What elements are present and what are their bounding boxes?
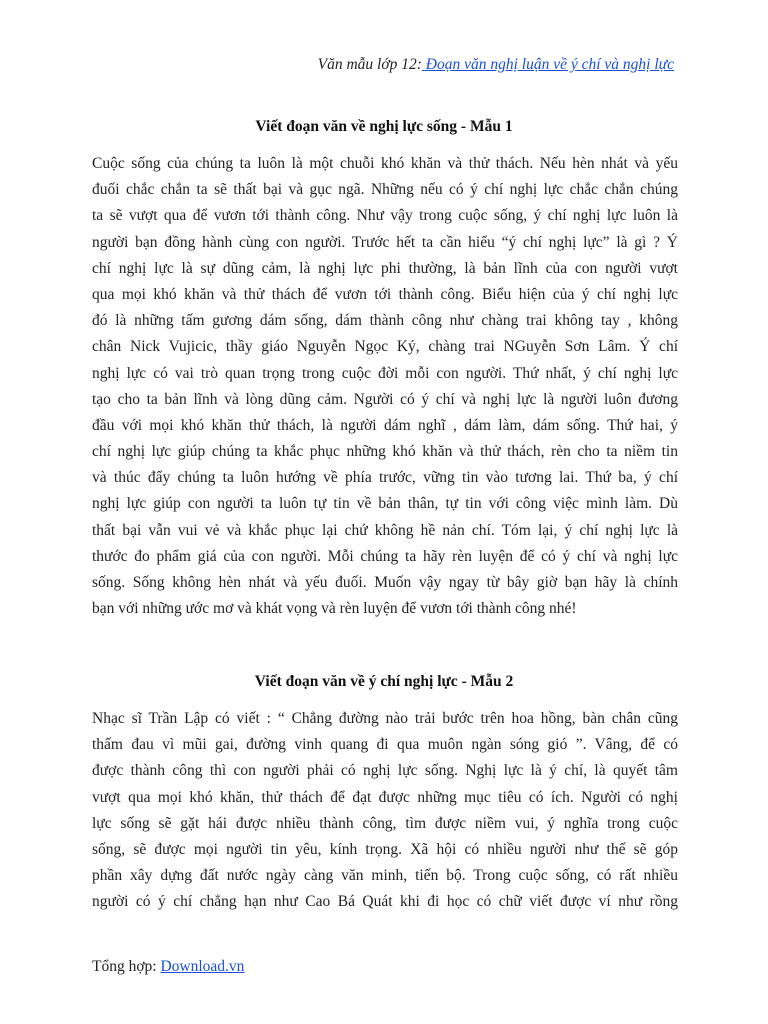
paragraph-line: đó là những tấm gương dám sống, dám thành công như chàng trai không tay , không xyxy=(92,312,678,330)
paragraph-line: bạn với những ước mơ và khát vọng và rèn luyện để vươn tới thành công nhé! xyxy=(92,600,577,618)
footer-link[interactable]: Download.vn xyxy=(160,958,245,975)
section2-title: Viết đoạn văn về ý chí nghị lực - Mẫu 2 xyxy=(254,673,514,690)
paragraph-line: người bạn đồng hành cùng con người. Trước hết ta cần hiểu “ý chí nghị lực” là gì ? Ý xyxy=(92,233,678,251)
paragraph-line: người có ý chí chẳng hạn như Cao Bá Quát khi đi học có chữ viết được ví như rồng xyxy=(92,893,678,911)
paragraph-line: thất bại vẫn vui vẻ và khắc phục lại chứ không hề nản chí. Tóm lại, ý chí nghị lực là xyxy=(92,521,678,539)
paragraph-line: thước đo phẩm giá của con người. Mỗi chúng ta hãy rèn luyện để có ý chí và nghị lực xyxy=(92,547,678,565)
paragraph-line: Nhạc sĩ Trần Lập có viết : “ Chẳng đường nào trải bước trên hoa hồng, bàn chân cũng xyxy=(92,710,678,727)
document-footer xyxy=(92,958,244,976)
paragraph-line: nghị lực giúp con người ta luôn tự tin về bản thân, tự tin với công việc mình làm. Dù xyxy=(92,495,678,513)
paragraph-line: phần xây dựng đất nước ngày càng văn minh, tiến bộ. Trong cuộc sống, có rất nhiều xyxy=(92,867,678,885)
section2-paragraph xyxy=(92,706,678,916)
paragraph-line: sống. Sống không hèn nhát và yếu đuối. Muốn vậy ngay từ bây giờ bạn hãy là chính xyxy=(92,574,678,591)
section1-paragraph xyxy=(92,151,678,622)
paragraph-line: được thành công thì con người phải có nghị lực sống. Nghị lực là ý chí, là quyết tâm xyxy=(92,762,678,780)
paragraph-line: chân Nick Vujicic, thầy giáo Nguyễn Ngọc Ký, chàng trai NGuyễn Sơn Lâm. Ý chí xyxy=(92,338,678,356)
section1-title: Viết đoạn văn về nghị lực sống - Mẫu 1 xyxy=(255,118,513,135)
paragraph-line: ta sẽ vượt qua để vươn tới thành công. Như vậy trong cuộc sống, ý chí nghị lực luôn là xyxy=(92,207,678,225)
paragraph-line: lực sống sẽ gặt hái được nhiều thành công, tìm được niềm vui, ý nghĩa trong cuộc xyxy=(92,814,678,832)
paragraph-line: tạo cho ta bản lĩnh và lòng dũng cảm. Người có ý chí và nghị lực là người luôn đương xyxy=(92,390,678,408)
paragraph-line: Cuộc sống của chúng ta luôn là một chuỗi khó khăn và thử thách. Nếu hèn nhát và yếu xyxy=(92,155,678,172)
paragraph-line: sống, sẽ được mọi người tin yêu, kính trọng. Xã hội có nhiều người như thế sẽ góp xyxy=(92,840,678,858)
paragraph-line: qua mọi khó khăn và thử thách để vươn tới thành công. Biểu hiện của ý chí nghị lực xyxy=(92,285,678,303)
header-link[interactable]: Đoạn văn nghị luận về ý chí và nghị lực xyxy=(421,56,674,73)
footer-prefix: Tổng hợp: xyxy=(92,958,161,975)
paragraph-line: đầu với mọi khó khăn thử thách, là người dám nghĩ , dám làm, dám sống. Thứ hai, ý xyxy=(92,416,678,434)
paragraph-line: thấm đau vì mũi gai, đường vinh quang đi qua muôn ngàn sóng gió ”. Vâng, để có xyxy=(92,736,678,754)
paragraph-line: chí nghị lực là sự dũng cảm, là nghị lực phi thường, là bản lĩnh của con người vượt xyxy=(92,259,678,277)
document-header xyxy=(318,56,674,74)
paragraph-line: đuối chắc chắn ta sẽ thất bại và gục ngã. Những nếu có ý chí nghị lực chắc chắn chúng xyxy=(92,181,678,199)
paragraph-line: nghị lực có vai trò quan trọng trong cuộc đời mỗi con người. Thứ nhất, ý chí nghị lực xyxy=(92,364,678,382)
header-prefix: Văn mẫu lớp 12: xyxy=(317,56,422,73)
paragraph-line: và thúc đẩy chúng ta luôn hướng về phía trước, vững tin vào tương lai. Thứ ba, ý chí xyxy=(92,469,678,487)
paragraph-line: chí nghị lực giúp chúng ta khắc phục những khó khăn và thử thách, rèn cho ta niềm tin xyxy=(92,443,678,461)
paragraph-line: vượt qua mọi khó khăn, thử thách để đạt được những mục tiêu có ích. Người có nghị xyxy=(92,788,678,806)
